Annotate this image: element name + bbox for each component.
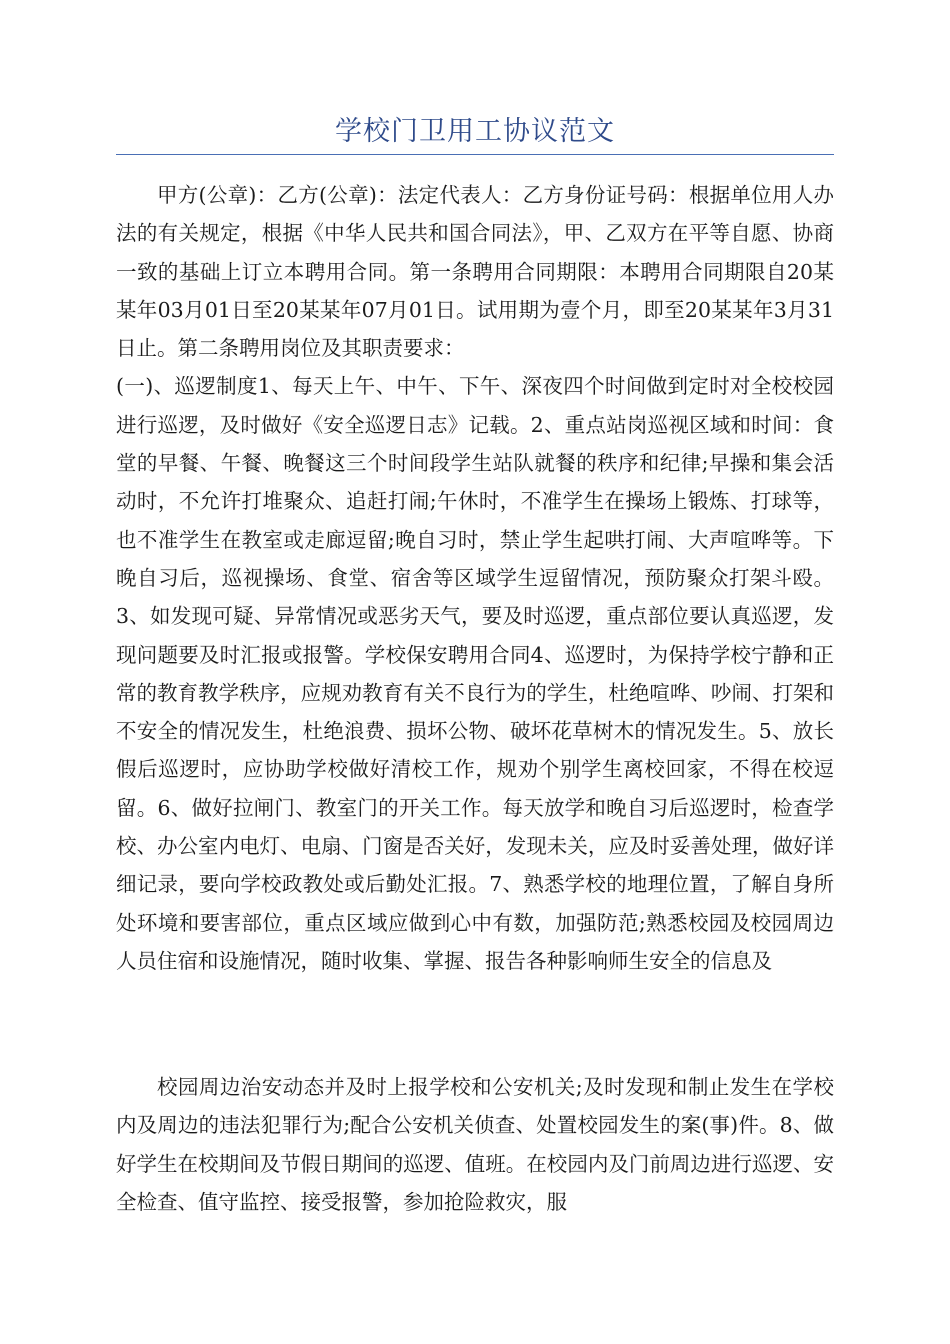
- document-title: 学校门卫用工协议范文: [335, 116, 615, 147]
- body-block-second: [116, 1068, 834, 1221]
- body-block-first: [116, 176, 834, 980]
- paragraph-intro: 甲方(公章)：乙方(公章)：法定代表人：乙方身份证号码：根据单位用人办法的有关规定，根据《中华人民共和国合同法》，甲、乙双方在平等自愿、协商一致的基础上订立本聘用合同。第一条聘用合同期限：本聘用合同期限自20某某年03月01日至20某某年07月01日。试用期为壹个月，即至20某某年3月31日止。第二条聘用岗位及其职责要求：: [116, 183, 834, 361]
- title-underline: [116, 154, 834, 155]
- paragraph-patrol-system: (一)、巡逻制度1、每天上午、中午、下午、深夜四个时间做到定时对全校校园进行巡逻，及时做好《安全巡逻日志》记载。2、重点站岗巡视区域和时间：食堂的早餐、午餐、晚餐这三个时间段学生站队就餐的秩序和纪律;早操和集会活动时，不允许打堆聚众、追赶打闹;午休时，不准学生在操场上锻炼、打球等，也不准学生在教室或走廊逗留;晚自习时，禁止学生起哄打闹、大声喧哗等。下晚自习后，巡视操场、食堂、宿舍等区域学生逗留情况，预防聚众打架斗殴。3、如发现可疑、异常情况或恶劣天气，要及时巡逻，重点部位要认真巡逻，发现问题要及时汇报或报警。学校保安聘用合同4、巡逻时，为保持学校宁静和正常的教育教学秩序，应规劝教育有关不良行为的学生，杜绝喧哗、吵闹、打架和不安全的情况发生，杜绝浪费、损坏公物、破坏花草树木的情况发生。5、放长假后巡逻时，应协助学校做好清校工作，规劝个别学生离校回家，不得在校逗留。6、做好拉闸门、教室门的开关工作。每天放学和晚自习后巡逻时，检查学校、办公室内电灯、电扇、门窗是否关好，发现未关，应及时妥善处理，做好详细记录，要向学校政教处或后勤处汇报。7、熟悉学校的地理位置，了解自身所处环境和要害部位，重点区域应做到心中有数，加强防范;熟悉校园及校园周边人员住宿和设施情况，随时收集、掌握、报告各种影响师生安全的信息及: [116, 374, 834, 973]
- paragraph-campus-security: 校园周边治安动态并及时上报学校和公安机关;及时发现和制止发生在学校内及周边的违法犯罪行为;配合公安机关侦查、处置校园发生的案(事)件。8、做好学生在校期间及节假日期间的巡逻、值班。在校园内及门前周边进行巡逻、安全检查、值守监控、接受报警，参加抢险救灾，服: [116, 1075, 834, 1214]
